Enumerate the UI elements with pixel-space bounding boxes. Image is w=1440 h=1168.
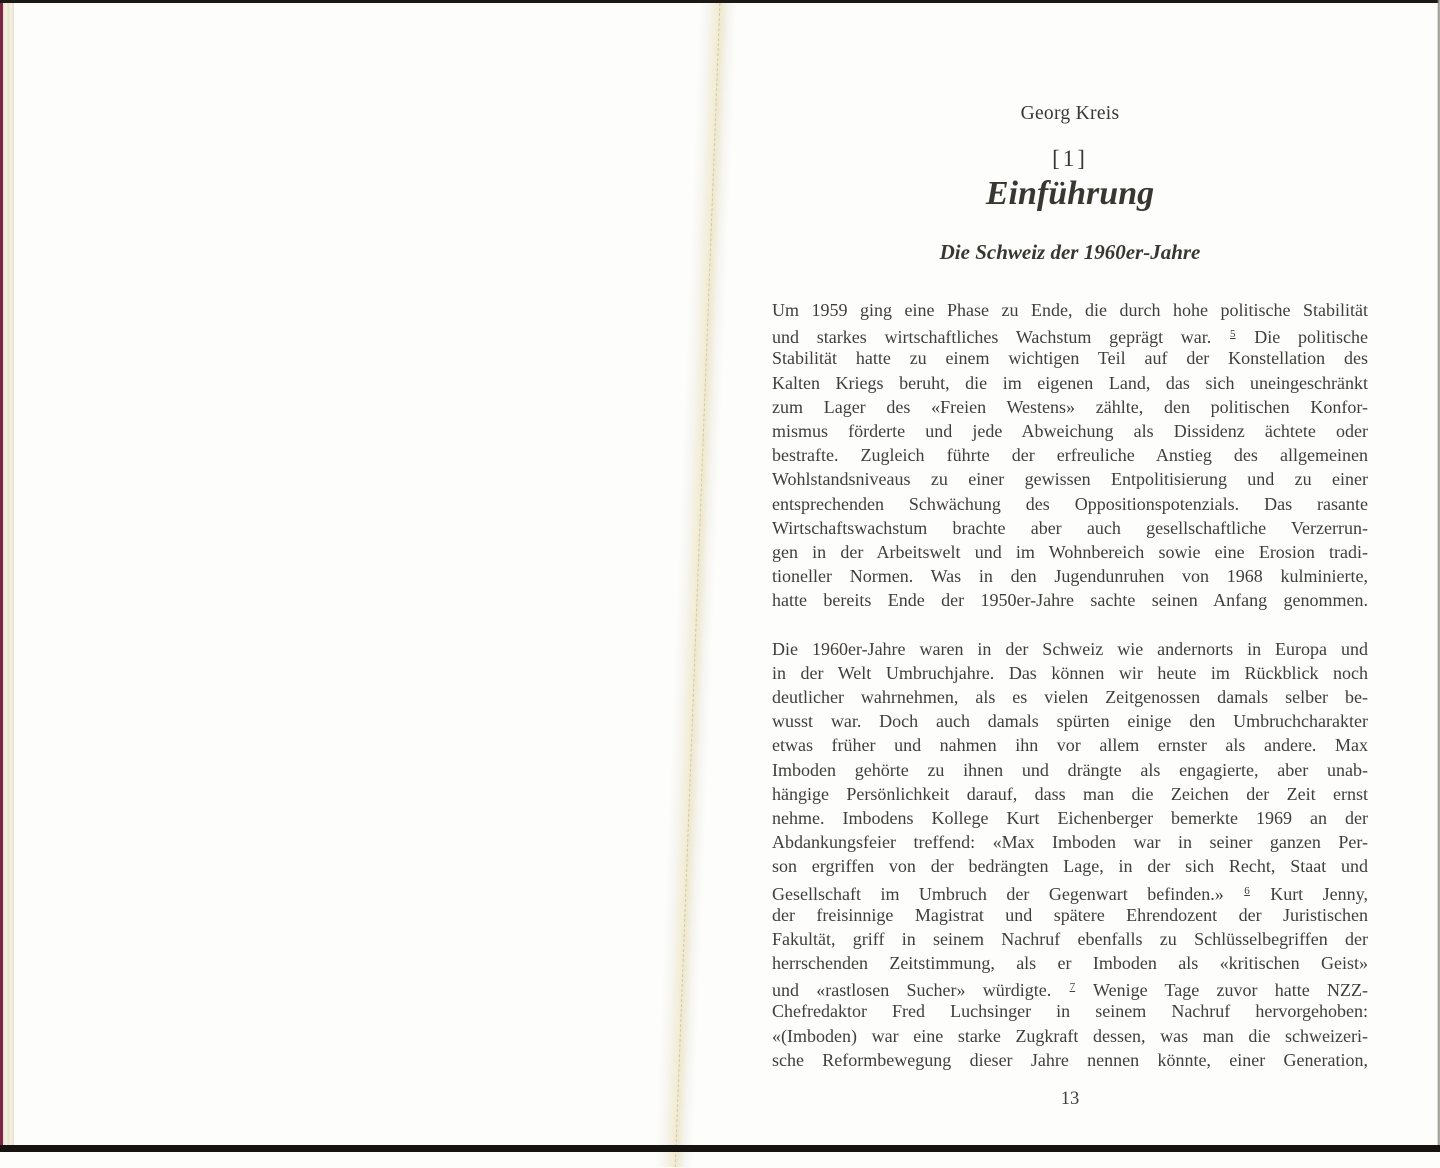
text-segment: Abdankungsfeier treffend: «Max Imboden war in seiner ganzen Per- — [772, 832, 1368, 853]
text-segment: und starkes wirtschaftliches Wachstum geprägt war. — [772, 327, 1230, 348]
right-page-text-column — [772, 0, 1368, 1145]
text-segment: Gesellschaft im Umbruch der Gegenwart befinden.» — [772, 883, 1244, 904]
author-name: Georg Kreis — [1020, 103, 1120, 124]
text-line — [772, 346, 1368, 370]
text-line — [772, 564, 1368, 588]
text-segment: Stabilität hatte zu einem wichtigen Teil auf der Konstellation des — [772, 348, 1368, 369]
text-segment: wusst war. Doch auch damals spürten einige den Umbruchcharakter — [772, 711, 1368, 732]
text-line — [772, 1024, 1368, 1048]
text-line — [772, 927, 1368, 951]
text-line — [772, 951, 1368, 975]
text-line — [772, 371, 1368, 395]
paragraph — [772, 637, 1368, 1072]
text-line — [772, 492, 1368, 516]
text-line — [772, 854, 1368, 878]
text-line — [772, 758, 1368, 782]
text-segment: gen in der Arbeitswelt und im Wohnbereich sowie eine Erosion tradi- — [772, 541, 1368, 562]
photo-top-edge — [0, 0, 1440, 3]
text-segment: Kurt Jenny, — [1250, 883, 1368, 904]
text-line — [772, 395, 1368, 419]
text-line — [772, 709, 1368, 733]
text-line — [772, 540, 1368, 564]
text-segment: Fakultät, griff in seinem Nachruf ebenfalls zu Schlüsselbegriffen der — [772, 928, 1368, 949]
text-segment: Die 1960er-Jahre waren in der Schweiz wie andernorts in Europa und — [772, 638, 1368, 659]
text-segment: Wirtschaftswachstum brachte aber auch gesellschaftliche Verzerrun- — [772, 517, 1368, 538]
section-title: Die Schweiz der 1960er-Jahre — [939, 240, 1201, 264]
text-segment: tioneller Normen. Was in den Jugendunruhen von 1968 kulminierte, — [772, 566, 1368, 587]
text-segment: sche Reformbewegung dieser Jahre nennen könnte, einer Generation, — [772, 1049, 1368, 1070]
text-segment: Imboden gehörte zu ihnen und drängte als engagierte, aber unab- — [772, 759, 1368, 780]
text-segment: «(Imboden) war eine starke Zugkraft dessen, was man die schweizeri- — [772, 1025, 1368, 1046]
body-text — [772, 298, 1368, 1072]
text-segment: Die politische — [1236, 327, 1368, 348]
text-line — [772, 298, 1368, 322]
text-line — [772, 419, 1368, 443]
text-line — [772, 685, 1368, 709]
text-line — [772, 516, 1368, 540]
text-segment: etwas früher und nahmen ihn vor allem ernster als andere. Max — [772, 735, 1368, 756]
text-segment: Wenige Tage zuvor hatte NZZ- — [1076, 980, 1369, 1001]
text-line — [772, 903, 1368, 927]
footnote-marker: 6 — [1244, 884, 1250, 897]
text-line — [772, 1048, 1368, 1072]
text-line — [772, 975, 1368, 999]
text-segment: herrschenden Zeitstimmung, als er Imboden als «kritischen Geist» — [772, 953, 1368, 974]
text-segment: Um 1959 ging eine Phase zu Ende, die durch hohe politische Stabilität — [772, 300, 1368, 320]
text-line — [772, 588, 1368, 612]
text-segment: hängige Persönlichkeit darauf, dass man die Zeichen der Zeit ernst — [772, 783, 1368, 804]
text-line — [772, 830, 1368, 854]
text-segment: bestrafte. Zugleich führte der erfreuliche Anstieg des allgemeinen — [772, 445, 1368, 466]
text-segment: der freisinnige Magistrat und spätere Ehrendozent der Juristischen — [772, 904, 1368, 925]
text-segment: in der Welt Umbruchjahre. Das können wir heute im Rückblick noch — [772, 662, 1368, 683]
text-segment: hatte bereits Ende der 1950er-Jahre sachte seinen Anfang genommen. — [772, 590, 1368, 611]
page-number: 13 — [1060, 1089, 1080, 1109]
chapter-title: Einführung — [985, 175, 1155, 212]
text-line — [772, 637, 1368, 661]
text-line — [772, 661, 1368, 685]
text-line — [772, 879, 1368, 903]
text-segment: entsprechenden Schwächung des Oppositionspotenzials. Das rasante — [772, 493, 1368, 514]
left-page-blank — [14, 3, 700, 1145]
text-line — [772, 999, 1368, 1023]
text-segment: Wohlstandsniveaus zu einer gewissen Entpolitisierung und zu einer — [772, 469, 1368, 490]
text-line — [772, 733, 1368, 757]
text-segment: son ergriffen von der bedrängten Lage, in der sich Recht, Staat und — [772, 856, 1368, 877]
text-segment: Kalten Kriegs beruht, die im eigenen Land, das sich uneingeschränkt — [772, 372, 1368, 393]
text-line — [772, 322, 1368, 346]
text-segment: mismus förderte und jede Abweichung als Dissidenz ächtete oder — [772, 420, 1368, 441]
footnote-marker: 5 — [1230, 328, 1236, 341]
text-segment: nehme. Imbodens Kollege Kurt Eichenberger bemerkte 1969 an der — [772, 807, 1368, 828]
text-segment: Chefredaktor Fred Luchsinger in seinem Nachruf hervorgehoben: — [772, 1001, 1368, 1022]
footnote-marker: 7 — [1069, 981, 1076, 994]
chapter-number: [1] — [1052, 146, 1088, 171]
stacked-page-edges — [3, 0, 14, 1152]
paragraph — [772, 298, 1368, 612]
text-line — [772, 806, 1368, 830]
text-segment: deutlicher wahrnehmen, als es vielen Zeitgenossen damals selber be- — [772, 687, 1368, 707]
text-segment: zum Lager des «Freien Westens» zählte, den politischen Konfor- — [772, 396, 1368, 417]
text-line — [772, 443, 1368, 467]
text-line — [772, 782, 1368, 806]
text-segment: und «rastlosen Sucher» würdigte. — [772, 980, 1069, 1001]
photo-bottom-edge — [0, 1145, 1440, 1152]
text-line — [772, 467, 1368, 491]
